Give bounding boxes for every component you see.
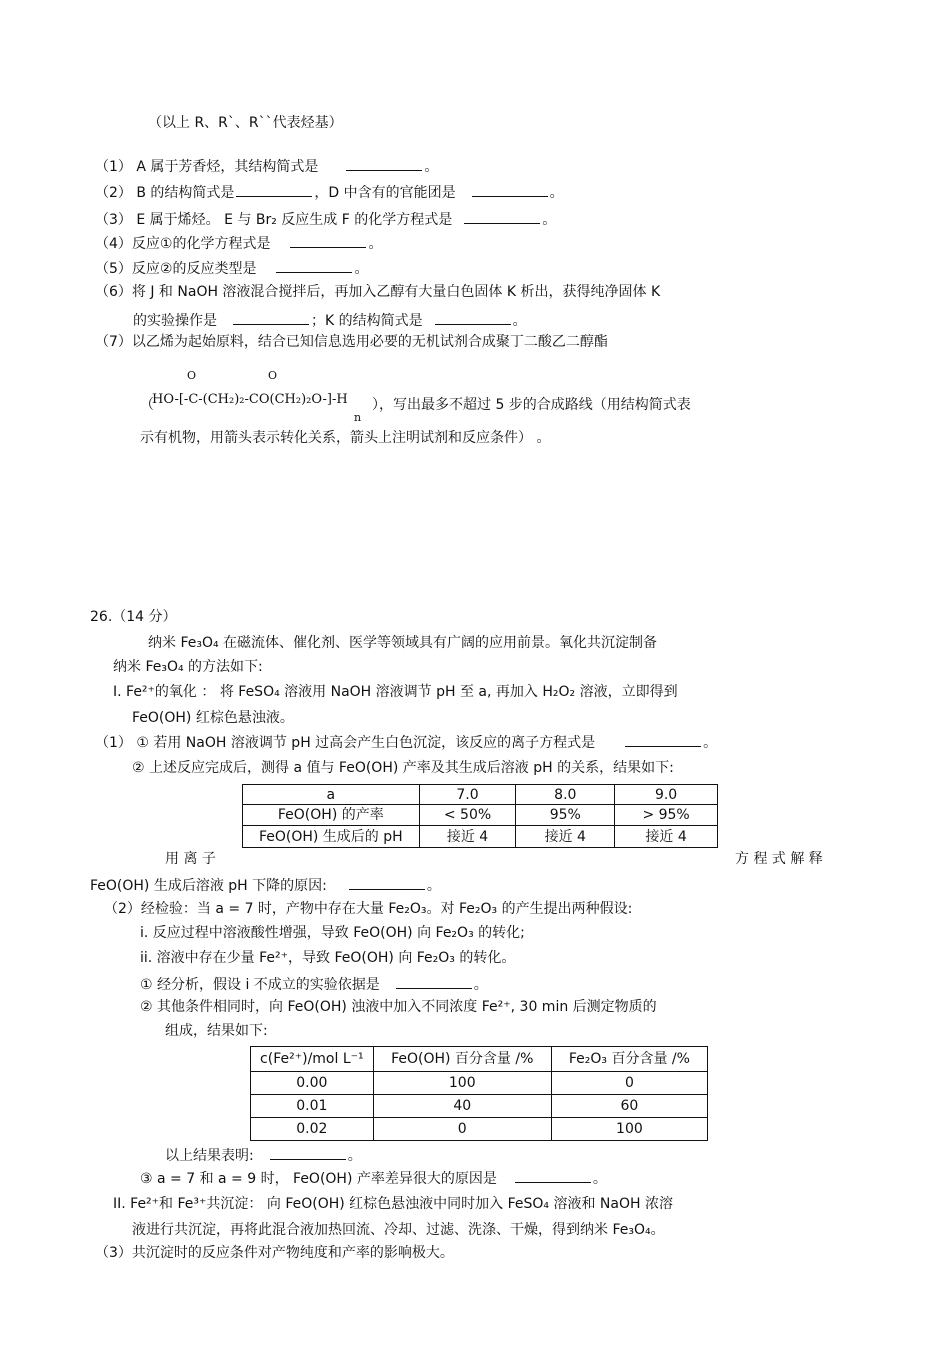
table-cell: 0.01 <box>251 1095 374 1118</box>
repeat-n: n <box>354 411 362 424</box>
q25-part1: （1） A 属于芳香烃，其结构简式是 。 <box>95 159 439 175</box>
q26-explain-cont: FeO(OH) 生成后溶液 pH 下降的原因: 。 <box>90 878 441 894</box>
q26-intro: 纳米 Fe₃O₄ 在磁流体、催化剂、医学等领域具有广阔的应用前景。氧化共沉淀制备 <box>148 635 658 651</box>
q26-part2-2: ② 其他条件相同时，向 FeO(OH) 浊液中加入不同浓度 Fe²⁺, 30 min 后测定物质的 <box>140 999 657 1015</box>
table-cell: 接近 4 <box>615 826 718 848</box>
q25-part6-cont: 的实验操作是 ；K 的结构简式是 。 <box>133 313 527 329</box>
answer-blank[interactable] <box>346 158 422 171</box>
table-cell: 100 <box>373 1072 551 1095</box>
table-row <box>251 1095 708 1118</box>
table-cell: FeO(OH) 百分含量 /% <box>373 1047 551 1072</box>
answer-blank[interactable] <box>472 184 548 197</box>
hypothesis-i: i. 反应过程中溶液酸性增强，导致 FeO(OH) 向 Fe₂O₃ 的转化; <box>140 925 525 941</box>
table-cell: 95% <box>516 805 615 826</box>
table-cell: 0.00 <box>251 1072 374 1095</box>
table-cell: 40 <box>373 1095 551 1118</box>
q26-part2: （2）经检验：当 a = 7 时，产物中存在大量 Fe₂O₃。对 Fe₂O₃ 的产生提出两种假设: <box>104 901 633 917</box>
q25-part7: （7）以乙烯为起始原料，结合已知信息选用必要的无机试剂合成聚丁二酸乙二醇酯 <box>95 334 608 350</box>
q25-part3: （3） E 属于烯烃。 E 与 Br₂ 反应生成 F 的化学方程式是 。 <box>95 212 557 228</box>
table-cell: 接近 4 <box>516 826 615 848</box>
step-1-cont: FeO(OH) 红棕色悬浊液。 <box>132 710 294 726</box>
table-row <box>251 1072 708 1095</box>
carbonyl-o-2: O <box>268 369 278 382</box>
q26-part1-2: ② 上述反应完成后，测得 a 值与 FeO(OH) 产率及其生成后溶液 pH 的关系，结果如下: <box>132 760 674 776</box>
q25-part2: （2） B 的结构简式是 ，D 中含有的官能团是 。 <box>95 185 564 201</box>
table-cell: 0.02 <box>251 1118 374 1141</box>
q26-part2-2-cont: 组成，结果如下: <box>165 1023 268 1039</box>
table-row <box>243 805 718 826</box>
answer-blank[interactable] <box>625 734 701 747</box>
table-cell: 60 <box>551 1095 707 1118</box>
q26-part2-2-result: 以上结果表明: 。 <box>165 1148 362 1164</box>
q26-intro-cont: 纳米 Fe₃O₄ 的方法如下: <box>113 659 263 675</box>
q26-explain-left: 用 离 子 <box>165 851 216 867</box>
table-cell: < 50% <box>419 805 516 826</box>
table-cell: 8.0 <box>516 785 615 805</box>
table-cell: Fe₂O₃ 百分含量 /% <box>551 1047 707 1072</box>
table-cell: 100 <box>551 1118 707 1141</box>
q25-part7-cont: ），写出最多不超过 5 步的合成路线（用结构简式表 <box>372 397 691 413</box>
answer-blank[interactable] <box>270 1147 346 1160</box>
table-fe-concentration <box>250 1046 708 1141</box>
hypothesis-ii: ii. 溶液中存在少量 Fe²⁺，导致 FeO(OH) 向 Fe₂O₃ 的转化。 <box>140 950 516 966</box>
step-1-oxidation: I. Fe²⁺的氧化 ： 将 FeSO₄ 溶液用 NaOH 溶液调节 pH 至 a, 再加入 H₂O₂ 溶液，立即得到 <box>113 684 678 700</box>
q25-part6: （6）将 J 和 NaOH 溶液混合搅拌后，再加入乙醇有大量白色固体 K 析出，获得纯净固体 K <box>95 284 661 300</box>
q26-title: 26.（14 分） <box>90 609 177 625</box>
answer-blank[interactable] <box>349 877 425 890</box>
carbonyl-o-1: O <box>187 369 197 382</box>
table-row <box>243 826 718 848</box>
formula-open-paren: （ <box>140 397 154 413</box>
table-cell: 接近 4 <box>419 826 516 848</box>
step-2-cont: 液进行共沉淀，再将此混合液加热回流、冷却、过滤、洗涤、干燥，得到纳米 Fe₃O₄。 <box>132 1222 665 1238</box>
answer-blank[interactable] <box>464 211 540 224</box>
table-yield-ph <box>242 784 718 848</box>
table-row <box>251 1047 708 1072</box>
q26-part2-1: ① 经分析，假设 i 不成立的实验依据是 。 <box>140 977 488 993</box>
answer-blank[interactable] <box>233 312 309 325</box>
step-2-coprecipitation: II. Fe²⁺和 Fe³⁺共沉淀： 向 FeO(OH) 红棕色悬浊液中同时加入 FeSO₄ 溶液和 NaOH 浓溶 <box>113 1196 673 1212</box>
table-cell: a <box>243 785 420 805</box>
table-cell: 7.0 <box>419 785 516 805</box>
q26-part3: （3）共沉淀时的反应条件对产物纯度和产率的影响极大。 <box>95 1245 454 1261</box>
answer-blank[interactable] <box>236 184 312 197</box>
table-cell: 9.0 <box>615 785 718 805</box>
table-row <box>251 1118 708 1141</box>
q26-explain-right: 方 程 式 解 释 <box>735 851 823 867</box>
table-cell: 0 <box>373 1118 551 1141</box>
table-cell: 0 <box>551 1072 707 1095</box>
table-cell: FeO(OH) 的产率 <box>243 805 420 826</box>
table-cell: c(Fe²⁺)/mol L⁻¹ <box>251 1047 374 1072</box>
polymer-formula: HO-[-C-(CH₂)₂-CO(CH₂)₂O-]-H <box>152 392 348 407</box>
table-row <box>243 785 718 805</box>
answer-blank[interactable] <box>276 260 352 273</box>
answer-blank[interactable] <box>396 976 472 989</box>
table-cell: > 95% <box>615 805 718 826</box>
q25-part4: （4）反应①的化学方程式是 。 <box>95 236 383 252</box>
answer-blank[interactable] <box>290 235 366 248</box>
answer-blank[interactable] <box>435 312 511 325</box>
table-cell: FeO(OH) 生成后的 pH <box>243 826 420 848</box>
q25-part7-cont2: 示有机物，用箭头表示转化关系，箭头上注明试剂和反应条件） 。 <box>140 430 551 446</box>
q26-part1: （1） ① 若用 NaOH 溶液调节 pH 过高会产生白色沉淀，该反应的离子方程式是 。 <box>95 735 718 751</box>
q26-part2-3: ③ a = 7 和 a = 9 时， FeO(OH) 产率差异很大的原因是 。 <box>140 1171 607 1187</box>
q25-part5: （5）反应②的反应类型是 。 <box>95 261 369 277</box>
hydrocarbon-note: （以上 R、R`、R``代表烃基） <box>148 115 343 131</box>
answer-blank[interactable] <box>515 1170 591 1183</box>
